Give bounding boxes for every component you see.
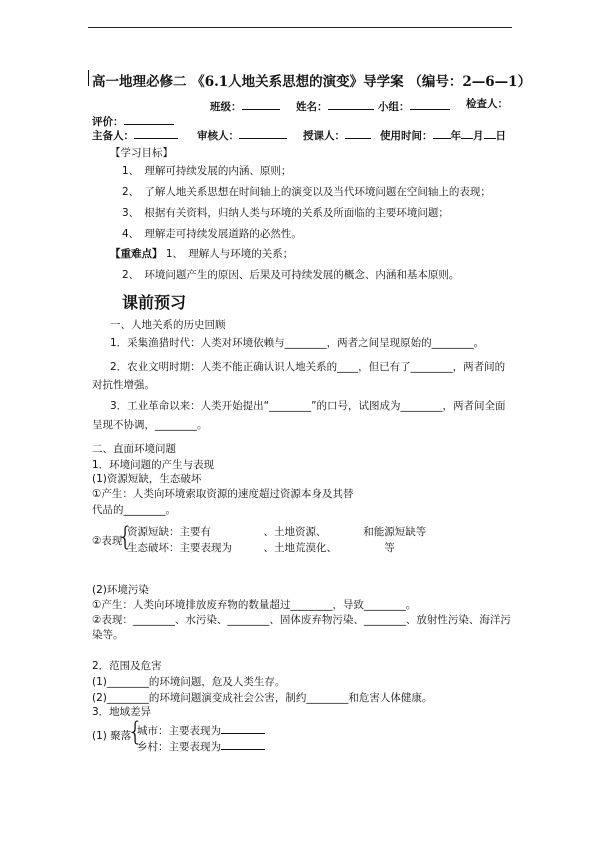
s1-line2b: 对抗性增强。 bbox=[92, 379, 155, 391]
q3-village: 乡村：主要表现为 bbox=[137, 741, 221, 753]
group-blank[interactable] bbox=[410, 97, 450, 110]
q1-show2a: ②表现：________、水污染、________、固体废弃物污染、________、放射性污染、海洋污 bbox=[92, 614, 511, 626]
key-points-line bbox=[110, 247, 293, 261]
brace-icon: { bbox=[117, 522, 134, 552]
q2-title: 2．范围及危害 bbox=[92, 660, 162, 672]
q1-cause2: ①产生：人类向环境排放废弃物的数量超过________，导致________。 bbox=[92, 599, 417, 611]
year-label: 年 bbox=[450, 130, 461, 142]
day-blank[interactable] bbox=[484, 126, 496, 139]
name-field bbox=[296, 97, 374, 114]
s1-line2a: 2．农业文明时期：人类不能正确认识人地关系的____，但已有了________，两者间的 bbox=[110, 361, 506, 373]
class-blank[interactable] bbox=[242, 97, 280, 110]
top-rule bbox=[88, 27, 512, 28]
key-points-heading: 【重难点】 bbox=[110, 248, 163, 260]
preparer-blank[interactable] bbox=[134, 126, 178, 139]
name-blank[interactable] bbox=[328, 97, 374, 110]
preparer-field bbox=[92, 126, 178, 143]
city-blank[interactable] bbox=[221, 721, 265, 734]
q2-line1: (1)________的环境问题，危及人类生存。 bbox=[92, 676, 286, 688]
name-label: 姓名： bbox=[296, 101, 328, 113]
group-field bbox=[378, 97, 450, 114]
month-label: 月 bbox=[473, 130, 484, 142]
date-label: 使用时间： bbox=[380, 130, 433, 142]
checker-label: 检查人： bbox=[466, 98, 508, 110]
objective-item: 3、 根据有关资料，归纳人类与环境的关系及所面临的主要环境问题； bbox=[122, 207, 449, 219]
key-point-item: 2、 环境问题产生的原因、后果及可持续发展的概念、内涵和基本原则。 bbox=[122, 269, 460, 281]
q1-title: 1．环境问题的产生与表现 bbox=[92, 459, 215, 471]
q1-show2b: 染等。 bbox=[92, 629, 124, 641]
key-point-item: 1、 理解人与环境的关系； bbox=[165, 248, 294, 260]
preparer-label: 主备人： bbox=[92, 130, 134, 142]
reviewer-blank[interactable] bbox=[239, 126, 287, 139]
objective-item: 2、 了解人地关系思想在时间轴上的演变以及当代环境问题在空间轴上的表现； bbox=[122, 186, 491, 198]
year-blank[interactable] bbox=[433, 126, 451, 139]
q1-sub1: (1)资源短缺，生态破坏 bbox=[92, 473, 202, 485]
class-label: 班级： bbox=[210, 101, 242, 113]
reviewer-label: 审核人： bbox=[197, 130, 239, 142]
objective-item: 4、 理解走可持续发展道路的必然性。 bbox=[122, 228, 302, 240]
month-blank[interactable] bbox=[461, 126, 473, 139]
day-label: 日 bbox=[495, 130, 506, 142]
q1-sub2: (2)环境污染 bbox=[92, 584, 149, 596]
q3-label: (1) 聚落 bbox=[92, 730, 132, 742]
objective-item: 1、 理解可持续发展的内涵、原则； bbox=[122, 165, 292, 177]
brace-icon: { bbox=[127, 717, 144, 747]
s1-line3b: 呈现不协调，________。 bbox=[92, 419, 208, 431]
q3-city-line bbox=[137, 721, 265, 738]
q3-city: 城市：主要表现为 bbox=[137, 725, 221, 737]
q3-title: 3．地域差异 bbox=[92, 706, 152, 718]
village-blank[interactable] bbox=[221, 737, 265, 750]
section2-title: 二、直面环境问题 bbox=[92, 443, 176, 455]
teacher-blank[interactable] bbox=[345, 126, 371, 139]
q1-cause1b: 代品的________。 bbox=[92, 504, 176, 516]
q1-resource: 资源短缺：主要有 、土地资源、 和能源短缺等 bbox=[127, 526, 427, 538]
q2-line2: (2)________的环境问题演变成社会公害，制约________和危害人体健康。 bbox=[92, 692, 433, 704]
group-label: 小组： bbox=[378, 101, 410, 113]
teacher-label: 授课人： bbox=[303, 130, 345, 142]
reviewer-field bbox=[197, 126, 287, 143]
objectives-heading: 【学习目标】 bbox=[110, 147, 173, 159]
evaluation-label: 评价： bbox=[92, 116, 124, 128]
teacher-field bbox=[303, 126, 371, 143]
evaluation-blank[interactable] bbox=[124, 112, 174, 125]
s1-line3a: 3．工业革命以来：人类开始提出“________”的口号，试图成为________，两者间全面 bbox=[110, 400, 506, 412]
q1-eco: 生态破坏：主要表现为 、土地荒漠化、 等 bbox=[127, 542, 395, 554]
s1-line1: 1．采集渔猎时代：人类对环境依赖与________，两者之间呈现原始的________。 bbox=[110, 337, 485, 349]
checker-field bbox=[466, 97, 508, 111]
q1-show-label: ②表现 bbox=[92, 535, 123, 547]
preview-heading: 课前预习 bbox=[122, 293, 187, 312]
section1-title: 一、人地关系的历史回顾 bbox=[110, 319, 226, 331]
date-field bbox=[380, 126, 506, 143]
class-field bbox=[210, 97, 280, 114]
q1-cause1a: ①产生：人类向环境索取资源的速度超过资源本身及其替 bbox=[92, 488, 354, 500]
title-left-bar bbox=[88, 70, 89, 86]
page-title: 高一地理必修二 《6.1人地关系思想的演变》导学案 （编号：2—6—1） bbox=[92, 74, 532, 90]
q3-village-line bbox=[137, 737, 265, 754]
